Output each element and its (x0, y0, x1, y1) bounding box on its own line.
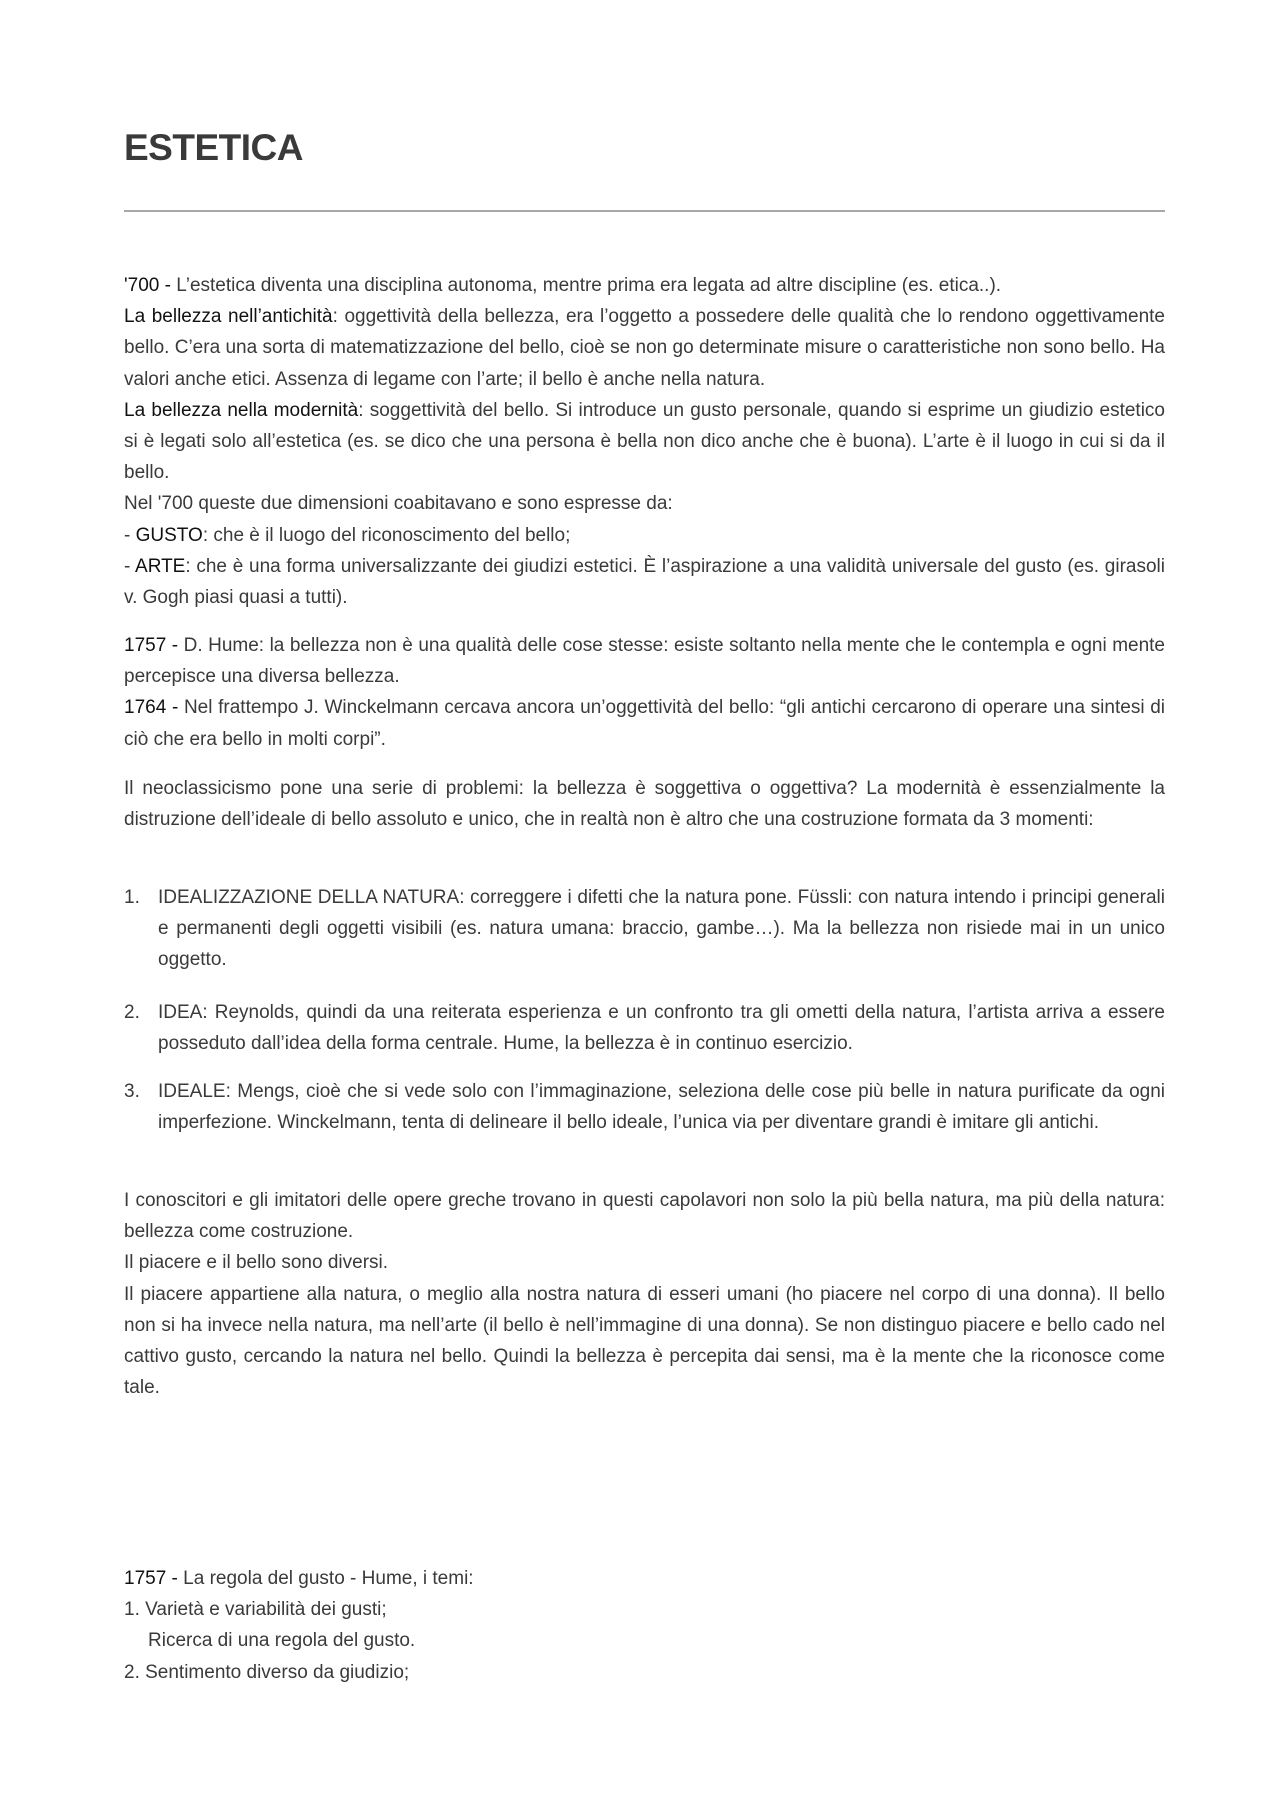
list-item: 2. Sentimento diverso da giudizio; (124, 1661, 410, 1683)
list-item: 1. IDEALIZZAZIONE DELLA NATURA: correggere i difetti che la natura pone. Füssli: con natura intendo i principi generali e permanenti degli oggetti visibili (es. natura umana: braccio, gambe…). Ma la bellezza non risiede mai in un unico oggetto. (124, 887, 1165, 971)
lead-gusto: GUSTO (135, 524, 203, 546)
lead-modernita: La bellezza nella modernità (124, 399, 359, 421)
paragraph-conoscitori: I conoscitori e gli imitatori delle opere greche trovano in questi capolavori non solo la più bella natura, ma più della natura: bellezza come costruzione. (124, 1190, 1165, 1243)
list-item: 3. IDEALE: Mengs, cioè che si vede solo con l’immaginazione, seleziona delle cose più belle in natura purificate da ogni imperfezione. Winckelmann, tenta di delineare il bello ideale, l’unica via per diventare grandi è imitare gli antichi. (124, 1081, 1165, 1134)
section-hume-winckelmann (124, 630, 1165, 755)
numbered-list (124, 882, 1165, 976)
lead-arte: ARTE (135, 555, 186, 577)
lead-1757-regola: 1757 - (124, 1568, 184, 1589)
lead-700: '700 - (124, 275, 177, 296)
lead-antichita: La bellezza nell’antichità (124, 306, 333, 328)
lead-1757: 1757 - (124, 635, 184, 656)
paragraph-1757-regola: 1757 - La regola del gusto - Hume, i temi: (124, 1568, 474, 1589)
paragraph-1764-winckelmann: 1764 - Nel frattempo J. Winckelmann cercava ancora un’oggettività del bello: “gli antichi cercarono di operare una sintesi di ciò che era bello in molti corpi”. (124, 697, 1165, 750)
list-momenti (124, 882, 1165, 976)
list-momenti-3 (124, 1076, 1165, 1138)
section-regola-gusto (124, 1563, 1165, 1688)
list-momenti-2 (124, 997, 1165, 1059)
paragraph-arte: - ARTE: che è una forma universalizzante dei giudizi estetici. È l’aspirazione a una validità universale del gusto (es. girasoli v. Gogh piasi quasi a tutti). (124, 555, 1166, 609)
lead-1764: 1764 - (124, 697, 184, 719)
list-subitem: Ricerca di una regola del gusto. (148, 1630, 416, 1652)
section-intro (124, 270, 1165, 613)
paragraph-neoclassicismo: Il neoclassicismo pone una serie di problemi: la bellezza è soggettiva o oggettiva? La modernità è essenzialmente la distruzione dell’ideale di bello assoluto e unico, che in realtà non è altro che una costruzione formata da 3 momenti: (124, 778, 1165, 831)
paragraph-piacere-natura: Il piacere appartiene alla natura, o meglio alla nostra natura di esseri umani (ho piacere nel corpo di una donna). Il bello non si ha invece nella natura, ma nell’arte (il bello è nell’immagine di una donna). Se non distinguo piacere e bello cado nel cattivo gusto, cercando la natura nel bello. Quindi la bellezza è percepita dai sensi, ma è la mente che la riconosce come tale. (124, 1283, 1165, 1399)
list-item: 1. Varietà e variabilità dei gusti; (124, 1599, 387, 1621)
paragraph-antichita: La bellezza nell’antichità: oggettività della bellezza, era l’oggetto a possedere delle qualità che lo rendono oggettivamente bello. C’era una sorta di matematizzazione del bello, cioè se non go determinate misure o caratteristiche non sono bello. Ha valori anche etici. Assenza di legame con l’arte; il bello è anche nella natura. (124, 306, 1165, 390)
paragraph-piacere-bello: Il piacere e il bello sono diversi. (124, 1252, 389, 1274)
paragraph-gusto: - GUSTO: che è il luogo del riconoscimento del bello; (124, 524, 571, 546)
paragraph-700: '700 - L’estetica diventa una disciplina autonoma, mentre prima era legata ad altre discipline (es. etica..). (124, 275, 1002, 296)
paragraph-nel-700: Nel '700 queste due dimensioni coabitavano e sono espresse da: (124, 493, 673, 515)
paragraph-1757-hume: 1757 - D. Hume: la bellezza non è una qualità delle cose stesse: esiste soltanto nella mente che le contempla e ogni mente percepisce una diversa bellezza. (124, 635, 1165, 688)
paragraph-modernita: La bellezza nella modernità: soggettività del bello. Si introduce un gusto personale, quando si esprime un giudizio estetico si è legati solo all’estetica (es. se dico che una persona è bella non dico anche che è buona). L’arte è il luogo in cui si da il bello. (124, 399, 1165, 484)
section-neoclassicismo (124, 773, 1165, 835)
page-title: ESTETICA (124, 127, 303, 168)
title-divider (124, 210, 1165, 212)
section-piacere-bello (124, 1185, 1165, 1403)
list-item: 2. IDEA: Reynolds, quindi da una reiterata esperienza e un confronto tra gli ometti della natura, l’artista arriva a essere posseduto dall’idea della forma centrale. Hume, la bellezza è in continuo esercizio. (124, 1002, 1165, 1055)
